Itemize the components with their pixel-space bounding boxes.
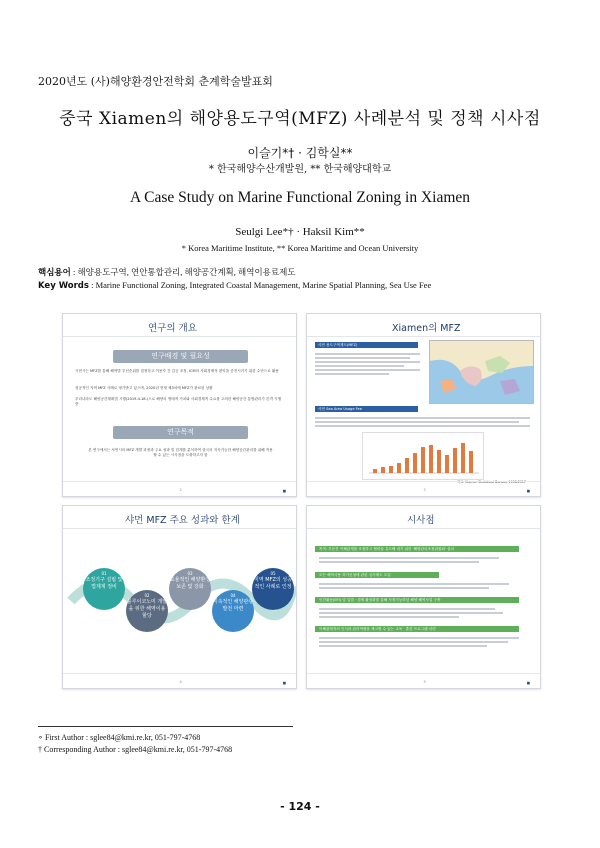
achievement-03-num: 03	[187, 571, 193, 576]
slide-achievements-limits	[62, 505, 297, 689]
fee-description-lines	[315, 415, 530, 429]
slide-page-number: 2	[179, 488, 182, 492]
mfz-description-lines	[315, 351, 420, 377]
slide-footer	[63, 481, 296, 496]
purpose-text: 본 연구에서는 샤먼시의 MFZ 개발 과정과 주요 성과 및 한계를 분석하여 한국의 지속가능한 해양공간관리를 위해 적용할 수 있는 시사점을 도출하고자 함	[88, 448, 273, 458]
achievement-03-label: 효율적인 해양환경 보존 및 강화	[169, 577, 211, 590]
slide-page-number: 5	[423, 680, 426, 684]
chart-source: 자료: Xiamen Statistical Bureau, 1998-2017	[457, 480, 526, 484]
achievement-02	[126, 590, 168, 632]
korean-keywords	[38, 266, 296, 278]
fee-bar-chart	[362, 432, 484, 480]
slide-page-number: 3	[423, 488, 426, 492]
implication-2-details	[319, 581, 519, 591]
achievement-05-label: 지역 MFZ의 성공적인 사례로 인정	[254, 577, 292, 590]
mfz-zoning-map	[429, 340, 534, 404]
achievement-01	[83, 568, 125, 610]
achievement-05	[252, 568, 294, 610]
korean-keywords-text: : 해양용도구역, 연안통합관리, 해양공간계획, 해역이용료제도	[70, 267, 296, 277]
institute-logo: ■	[282, 489, 286, 493]
implication-3: 인간활동(EFI) 및 입법 · 경제 활성화를 통해 사정가능하던 해양 해역사업 구축	[315, 597, 519, 603]
footnote-first-author: ∘ First Author : sglee84@kmi.re.kr, 051-797-4768	[38, 733, 201, 742]
achievement-04-label: 지속적인 해양관광 발전 마련	[212, 599, 254, 612]
english-keywords-text: : Marine Functional Zoning, Integrated Coastal Management, Marine Spatial Planning, Sea Use Fee	[88, 280, 432, 290]
achievement-02-label: 블루이코노미 개발을 위한 해역이용 할당	[126, 599, 168, 619]
english-affiliation: * Korea Maritime Institute, ** Korea Maritime and Ocean University	[181, 243, 419, 253]
slide-title: Xiamen의 MFZ	[392, 323, 461, 334]
achievement-04	[212, 590, 254, 632]
footnote-divider	[38, 726, 293, 727]
achievement-04-num: 04	[230, 593, 236, 598]
institute-logo: ■	[526, 681, 530, 685]
slide-implications	[306, 505, 541, 689]
achievement-01-num: 01	[101, 571, 107, 576]
fee-section-header: 샤먼 Sea Area Usage Fee	[315, 406, 418, 412]
slide-research-overview	[62, 313, 297, 497]
implication-1: 목적: 부문간 이해관계를 조정하고 협력을 유도해 내기 위한 '해양관리조정위원회' 설치	[315, 546, 519, 552]
korean-title: 중국 Xiamen의 해양용도구역(MFZ) 사례분석 및 정책 시사점	[59, 109, 541, 129]
section-purpose-bar: 연구목적	[113, 426, 248, 439]
institute-logo: ■	[526, 489, 530, 493]
institute-logo: ■	[282, 681, 286, 685]
slide-footer	[307, 673, 540, 688]
section-background-bar: 연구배경 및 필요성	[113, 350, 248, 363]
english-title: A Case Study on Marine Functional Zoning in Xiamen	[129, 189, 471, 206]
achievement-03	[169, 568, 211, 610]
bullet-3: 우리나라도 해양공간계획법 시행(2019.4.18.)으로 해양의 생태적 가치와 사회경제적 수요를 고려한 해양공간 통합관리가 본격 시행 중	[75, 397, 282, 407]
implication-1-details	[319, 555, 519, 565]
page-number: - 124 -	[280, 800, 320, 813]
conference-header: 2020년도 (사)해양환경안전학회 춘계학술발표회	[38, 75, 273, 88]
implication-3-details	[319, 606, 519, 620]
korean-authors: 이슬기*† · 김학실**	[247, 146, 353, 160]
slide-xiamen-mfz	[306, 313, 541, 497]
slide-footer	[63, 673, 296, 688]
implication-2: 모든 해역사용 허가신청에 관한 심사제도 도입	[315, 572, 439, 578]
bullet-2: 성공적인 지역 MFZ 사례로 평가받고 있으며, 2020년 현재 제3차에 MFZ가 완료된 상황	[75, 386, 213, 390]
achievement-02-num: 02	[144, 593, 150, 598]
english-keywords-label: Key Words	[38, 281, 89, 291]
slide-footer	[307, 481, 540, 496]
slide-title: 샤먼 MFZ 주요 성과와 한계	[125, 515, 240, 526]
footnote-corresponding-author: † Corresponding Author : sglee84@kmi.re.kr, 051-797-4768	[38, 745, 233, 754]
slide-page-number: 4	[179, 680, 182, 684]
implication-4: 이해관계자의 인식과 관리역량을 제고할 수 있는 교육 · 훈련 프로그램 마련	[315, 626, 519, 632]
korean-affiliation: * 한국해양수산개발원, ** 한국해양대학교	[208, 164, 392, 175]
korean-keywords-label: 핵심용어	[38, 268, 71, 278]
bullet-1: 시먼시는 MFZ를 통해 해역별 우선순위를 결정하고 이용자 간 갈등 조정, ICM의 사회경제적 편익을 증진시키기 위한 수단으로 활용	[75, 369, 279, 373]
slide-title: 연구의 개요	[148, 323, 197, 334]
achievement-05-num: 05	[270, 571, 276, 576]
implication-4-details	[319, 635, 529, 649]
slide-title: 시사점	[407, 515, 435, 526]
english-authors: Seulgi Lee*† · Haksil Kim**	[235, 226, 365, 238]
english-keywords	[38, 280, 431, 291]
mfz-section-header: 샤먼 용도구역제도(MFZ)	[315, 342, 418, 348]
achievement-01-label: 조정기구 설립 및 법제계 정비	[85, 577, 123, 590]
